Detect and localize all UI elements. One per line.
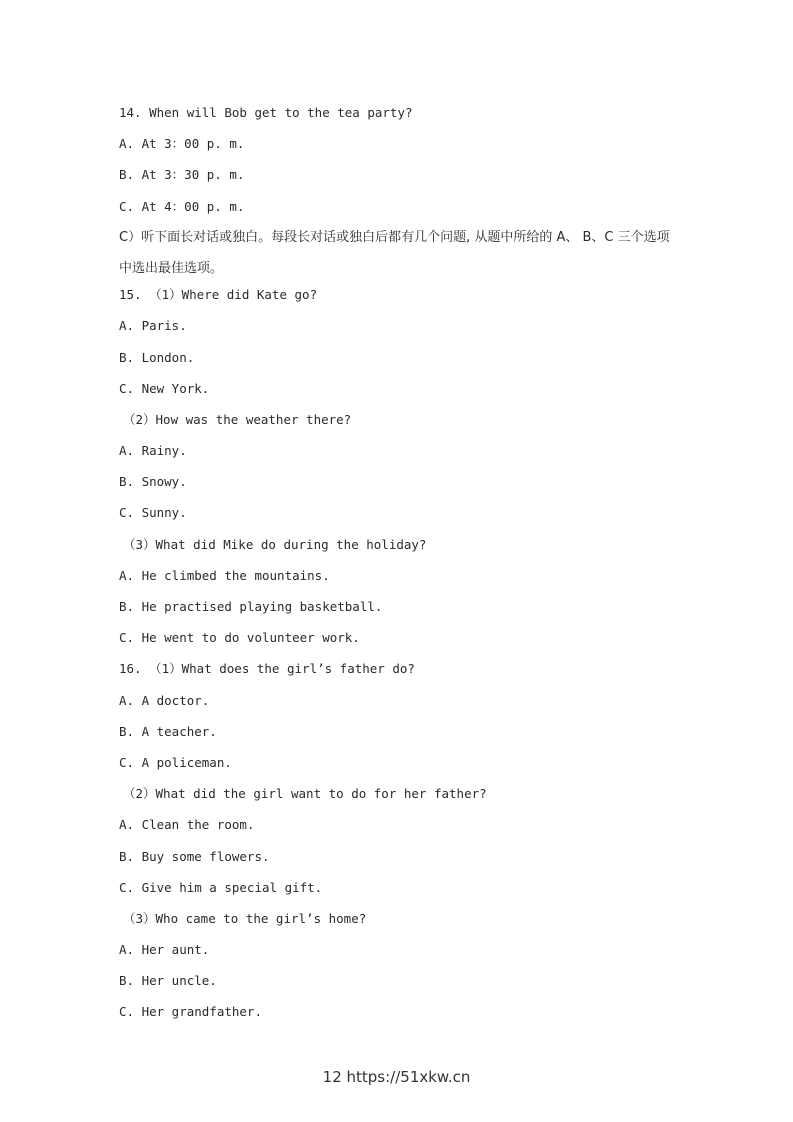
- question-14: 14. When will Bob get to the tea party?: [119, 105, 413, 120]
- question-15-2-option-b: B. Snowy.: [119, 474, 187, 490]
- question-16-1-option-b: B. A teacher.: [119, 723, 217, 739]
- question-16-2-option-b: B. Buy some flowers.: [119, 848, 270, 864]
- question-16-2-option-c: C. Give him a special gift.: [119, 879, 323, 895]
- question-16-3-option-c: C. Her grandfather.: [119, 1004, 262, 1020]
- question-14-option-a: A. At 3：00 p. m.: [119, 136, 245, 152]
- question-15-2-option-c: C. Sunny.: [119, 505, 187, 521]
- question-15-1-option-b: B. London.: [119, 349, 195, 365]
- question-14-option-b: B. At 3：30 p. m.: [119, 167, 245, 183]
- question-15-3-option-a: A. He climbed the mountains.: [119, 567, 330, 583]
- question-15-3-option-c: C. He went to do volunteer work.: [119, 630, 360, 646]
- question-15-3: （3）What did Mike do during the holiday?: [123, 536, 427, 552]
- section-c-instruction: C）听下面长对话或独白。每段长对话或独白后都有几个问题, 从题中所给的 A、 B、C 三个选项中选出最佳选项。: [119, 229, 670, 276]
- question-15-2-option-a: A. Rainy.: [119, 443, 187, 459]
- question-15-1: 15. （1）Where did Kate go?: [119, 287, 318, 303]
- question-16-2-option-a: A. Clean the room.: [119, 817, 255, 833]
- question-16-3-option-a: A. Her aunt.: [119, 942, 210, 958]
- question-16-1: 16. （1）What does the girl’s father do?: [119, 661, 415, 677]
- question-15-1-option-a: A. Paris.: [119, 318, 187, 334]
- question-15-1-option-c: C. New York.: [119, 380, 210, 396]
- exam-content: [119, 102, 679, 1033]
- question-16-3-option-b: B. Her uncle.: [119, 973, 217, 989]
- question-15-2: （2）How was the weather there?: [123, 411, 352, 427]
- question-15-3-option-b: B. He practised playing basketball.: [119, 599, 383, 615]
- question-14-option-c: C. At 4：00 p. m.: [119, 198, 245, 214]
- question-16-3: （3）Who came to the girl’s home?: [123, 910, 367, 926]
- question-16-1-option-a: A. A doctor.: [119, 692, 210, 708]
- question-16-1-option-c: C. A policeman.: [119, 754, 232, 770]
- question-16-2: （2）What did the girl want to do for her father?: [123, 786, 487, 802]
- page-footer: 12 https://51xkw.cn: [322, 1068, 471, 1086]
